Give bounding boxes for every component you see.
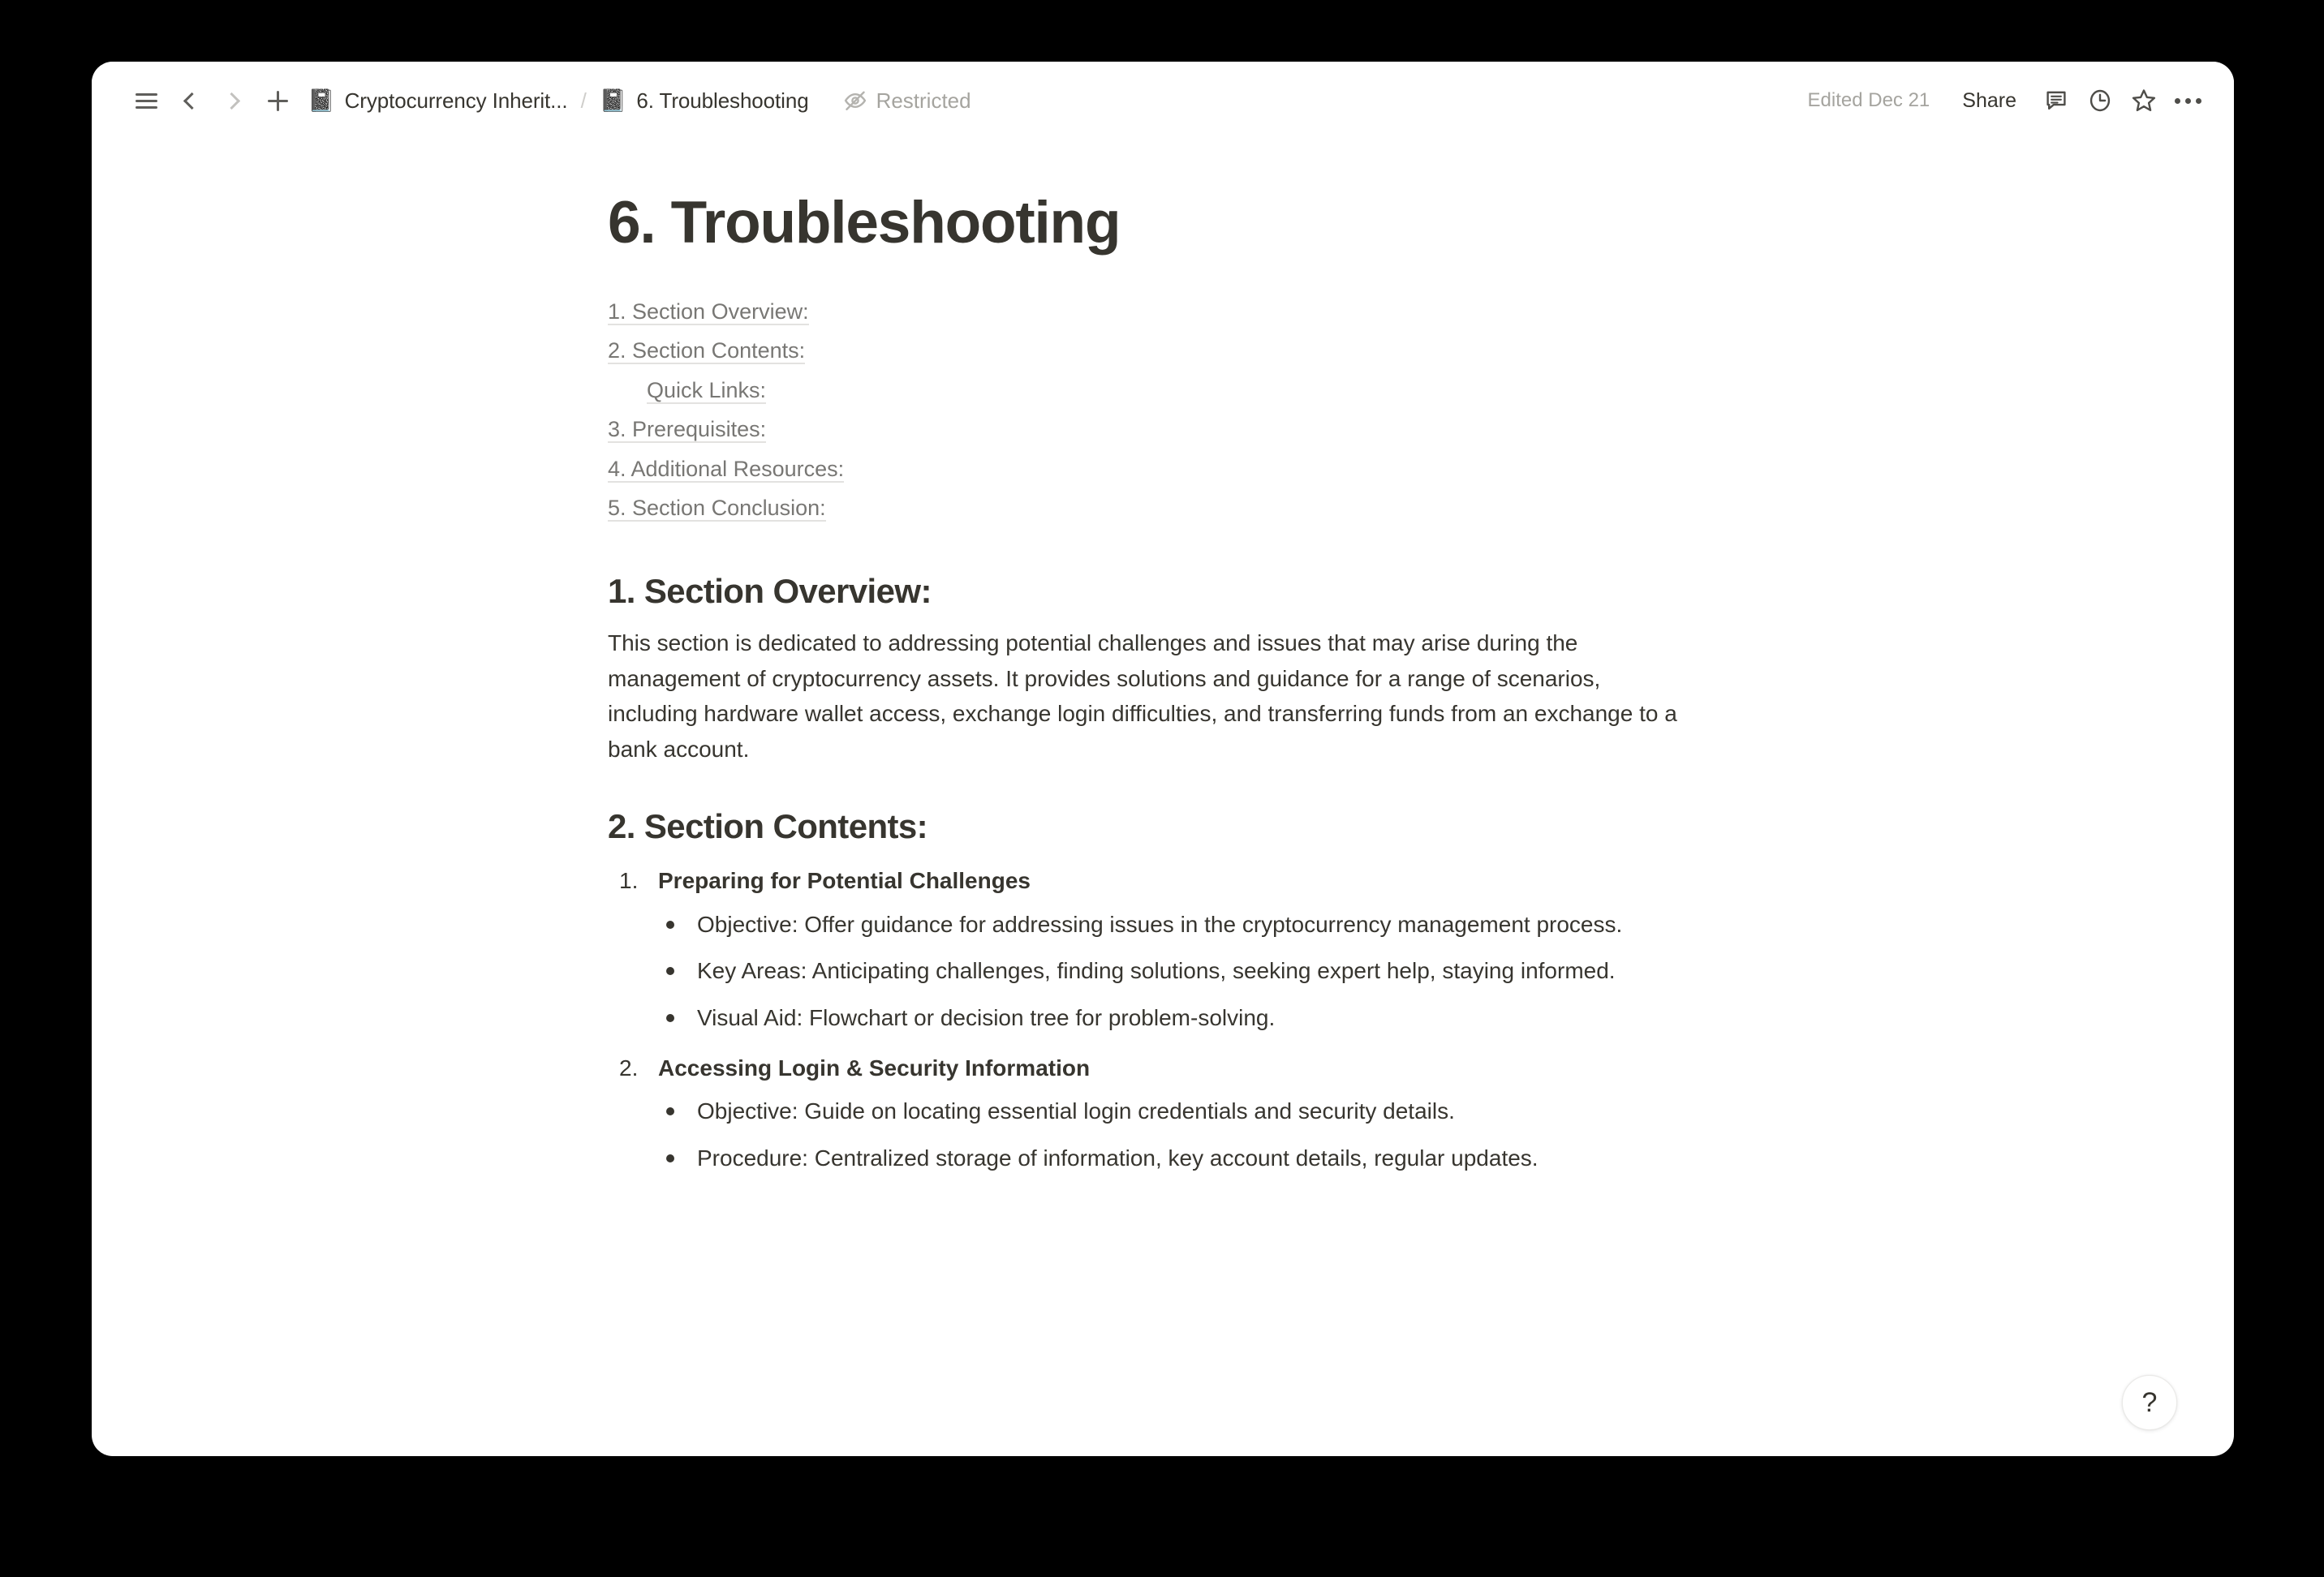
bullet-icon	[666, 1107, 674, 1115]
section-contents-list	[608, 863, 1731, 1175]
navigate-forward-button[interactable]	[212, 79, 256, 122]
list-item	[608, 907, 1731, 943]
list-item	[608, 1000, 1731, 1036]
toc-link-quick-links[interactable]: Quick Links:	[647, 377, 767, 402]
sub-bullet-list	[608, 907, 1731, 1036]
notebook-icon: 📓	[308, 88, 335, 113]
notebook-icon: 📓	[599, 88, 627, 113]
bullet-text: Procedure: Centralized storage of information, key account details, regular updates.	[697, 1145, 1539, 1171]
page-title: 6. Troubleshooting	[608, 190, 1121, 256]
bullet-text: Objective: Guide on locating essential login credentials and security details.	[697, 1098, 1455, 1124]
breadcrumb-current-label: 6. Troubleshooting	[636, 88, 809, 113]
more-options-button[interactable]	[2166, 79, 2210, 122]
list-marker: 1.	[619, 868, 639, 894]
bullet-text: Visual Aid: Flowchart or decision tree for problem-solving.	[697, 1004, 1276, 1030]
list-item	[608, 1051, 1731, 1085]
more-horizontal-icon	[2175, 98, 2201, 104]
page-content-scroll[interactable]	[92, 140, 2234, 1456]
list-item	[608, 1141, 1731, 1176]
toc-row	[608, 488, 1731, 527]
chevron-right-icon	[223, 92, 240, 109]
breadcrumb-parent-label: Cryptocurrency Inherit...	[344, 88, 568, 113]
heading-section-contents: 2. Section Contents:	[608, 806, 928, 845]
toc-link-section-contents[interactable]: 2. Section Contents:	[608, 338, 806, 363]
last-edited-label[interactable]: Edited Dec 21	[1807, 89, 1930, 111]
topbar-left-group	[124, 79, 1797, 122]
share-button[interactable]: Share	[1962, 88, 2016, 112]
clock-icon	[2087, 88, 2113, 114]
toc-link-section-overview[interactable]: 1. Section Overview:	[608, 299, 809, 324]
toc-row	[608, 331, 1731, 370]
help-button[interactable]	[2122, 1375, 2177, 1430]
star-icon	[2130, 87, 2158, 114]
sub-bullet-list	[608, 1094, 1731, 1175]
list-item-title: Accessing Login & Security Information	[658, 1055, 1091, 1081]
question-mark-icon: ?	[2141, 1387, 2158, 1418]
list-item	[608, 953, 1731, 989]
plus-icon	[268, 91, 288, 111]
list-marker: 2.	[619, 1055, 639, 1081]
list-item	[608, 1094, 1731, 1129]
new-page-button[interactable]	[256, 79, 299, 122]
breadcrumb-item-parent[interactable]	[299, 84, 576, 118]
list-item	[608, 863, 1731, 898]
bullet-icon	[666, 1154, 674, 1162]
toc-link-prerequisites[interactable]: 3. Prerequisites:	[608, 417, 767, 442]
top-bar	[92, 62, 2234, 140]
page-history-button[interactable]	[2078, 79, 2122, 122]
list-item-title: Preparing for Potential Challenges	[658, 868, 1031, 894]
breadcrumb-item-current[interactable]	[592, 84, 817, 118]
chevron-left-icon	[183, 92, 200, 109]
toc-row	[608, 410, 1731, 449]
bullet-icon	[666, 967, 674, 975]
toc-row	[608, 292, 1731, 331]
favorite-button[interactable]	[2122, 79, 2166, 122]
breadcrumb-separator: /	[580, 88, 587, 113]
comment-icon	[2043, 88, 2069, 114]
restricted-badge[interactable]	[835, 84, 979, 118]
toc-row	[608, 449, 1731, 488]
heading-section-overview: 1. Section Overview:	[608, 572, 932, 611]
table-of-contents	[608, 292, 1731, 528]
comments-button[interactable]	[2034, 79, 2078, 122]
bullet-icon	[666, 1014, 674, 1022]
topbar-right-group	[1797, 79, 2210, 122]
hamburger-icon	[136, 93, 157, 109]
navigate-back-button[interactable]	[168, 79, 212, 122]
document-body	[595, 140, 1731, 1175]
restricted-label: Restricted	[876, 88, 971, 113]
bullet-text: Objective: Offer guidance for addressing issues in the cryptocurrency management process.	[697, 911, 1623, 937]
bullet-text: Key Areas: Anticipating challenges, finding solutions, seeking expert help, staying informed.	[697, 958, 1616, 984]
toc-row	[608, 371, 1731, 410]
eye-off-icon	[843, 88, 867, 113]
toc-link-additional-resources[interactable]: 4. Additional Resources:	[608, 456, 845, 481]
app-window	[92, 62, 2234, 1456]
paragraph-section-overview: This section is dedicated to addressing potential challenges and issues that may arise during the management of cryptocurrency assets. It provides solutions and guidance for a range of scenarios, including hardware wallet access, exchange login difficulties, and transferring funds from an exchange to a bank account.	[608, 630, 1677, 762]
bullet-icon	[666, 921, 674, 929]
toc-link-section-conclusion[interactable]: 5. Section Conclusion:	[608, 495, 826, 520]
sidebar-toggle-button[interactable]	[124, 79, 168, 122]
